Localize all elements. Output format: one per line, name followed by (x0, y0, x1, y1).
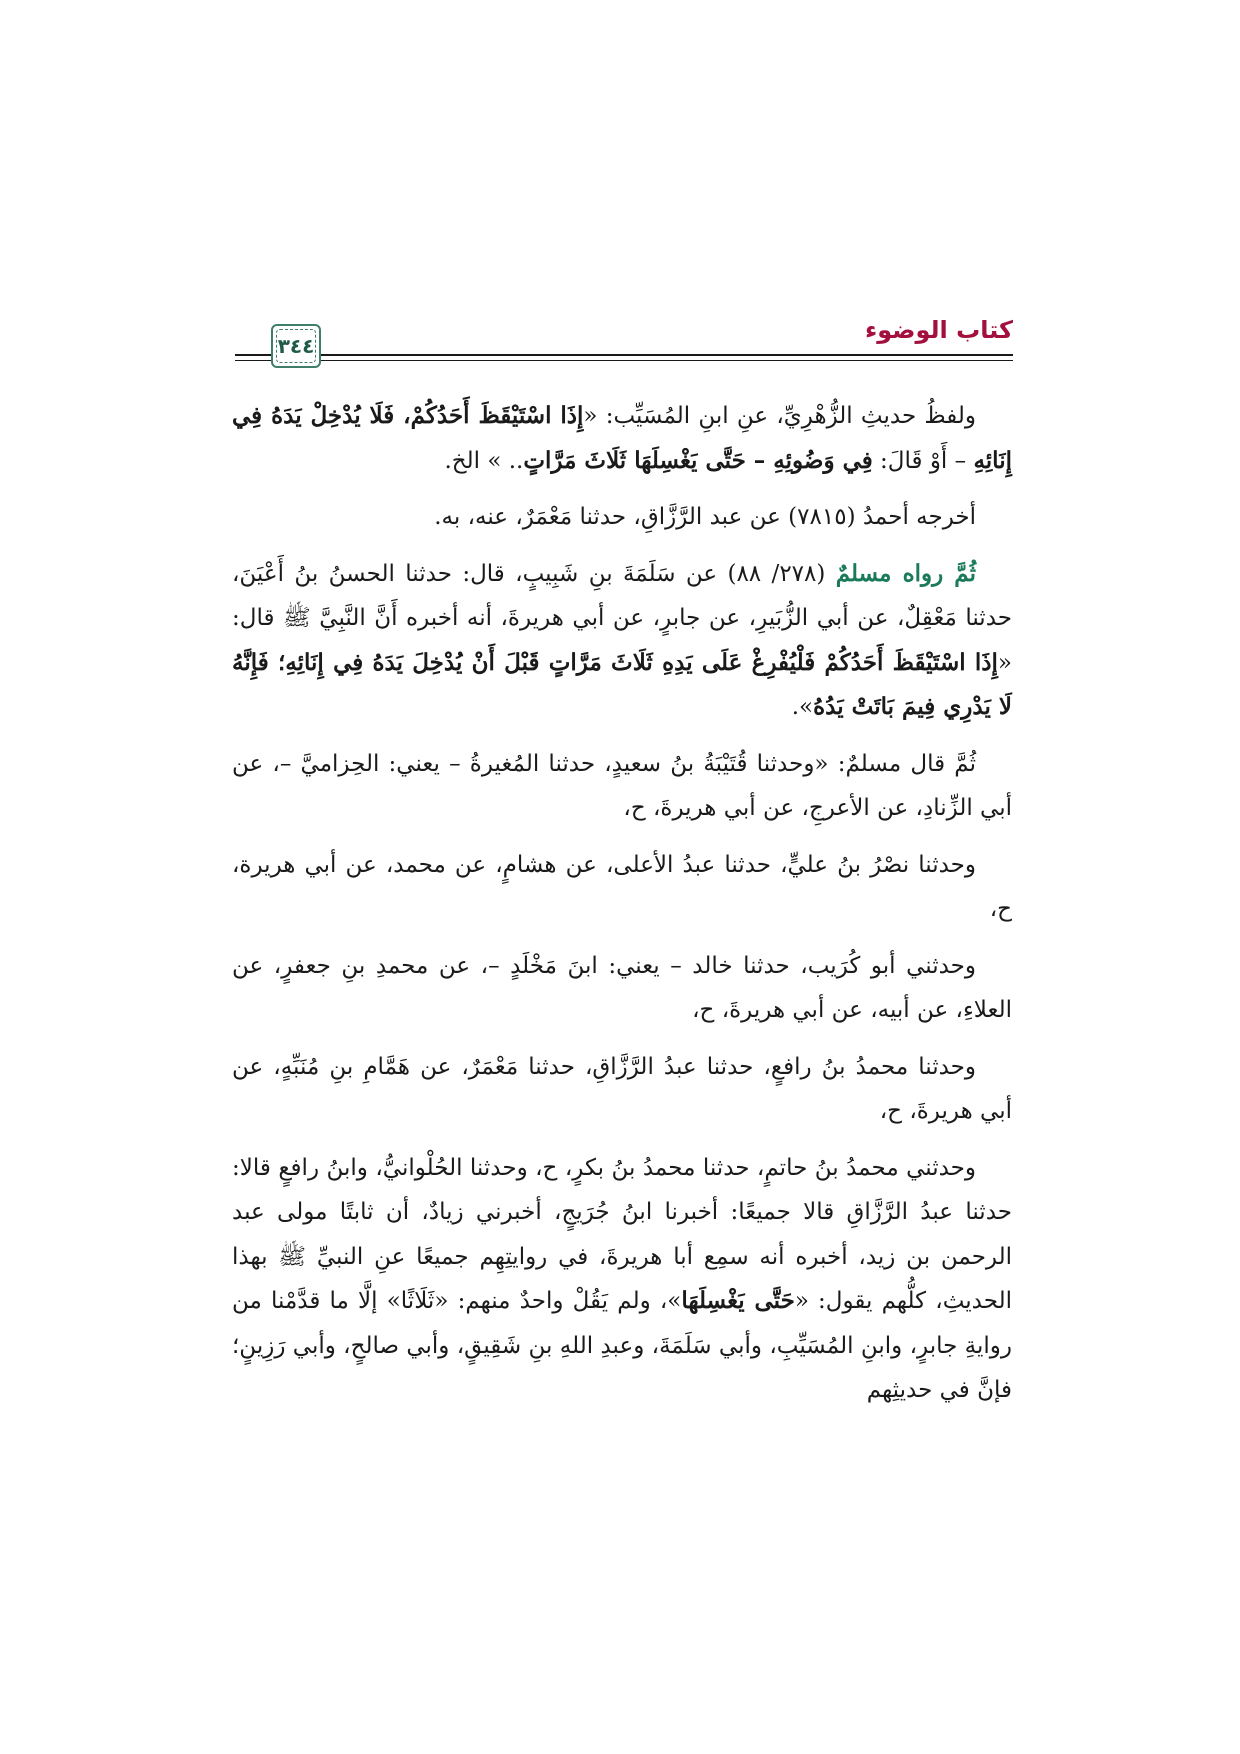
text-run: .. » الخ. (444, 447, 524, 474)
section-lead: ثُمَّ رواه مسلمٌ (835, 559, 977, 587)
text-run: (٢٧٨/ ٨٨) عن سَلَمَةَ بنِ شَبِيبٍ، قال: حدثنا الحسنُ بنُ أَعْيَنَ، حدثنا مَعْقِلٌ، عن أبي الزُّبَيرِ، عن جابرٍ، عن أبي هريرةَ، أنه أخبره أَنَّ النَّبِيَّ ﷺ قال: « (232, 560, 1012, 676)
text-run: ولفظُ حديثِ الزُّهْرِيِّ، عنِ ابنِ المُسَيِّب: « (583, 403, 976, 429)
paragraph-8 (232, 1146, 1012, 1413)
text-run: ». (791, 694, 814, 720)
main-text (232, 394, 1012, 1425)
text-run: »، ولم يَقُلْ واحدٌ منهم: «ثَلَاثًا» إلَّا ما قدَّمْنا من روايةِ جابرٍ، وابنِ المُسَيِّبِ، وأبي سَلَمَةَ، وعبدِ اللهِ بنِ شَقِيقٍ، وأبي صالحٍ، وأبي رَزِينٍ؛ فإنَّ في حديثِهم (232, 1288, 1012, 1403)
paragraph-4: ثُمَّ قال مسلمٌ: «وحدثنا قُتَيْبَةُ بنُ سعيدٍ، حدثنا المُغيرةُ – يعني: الحِزاميَّ –، عن أبي الزِّنادِ، عن الأعرجِ، عن أبي هريرةَ، ح، (232, 750, 1012, 821)
hadith-quote: حَتَّى يَغْسِلَهَا (681, 1287, 795, 1314)
hadith-quote: إِذَا اسْتَيْقَظَ أَحَدُكُمْ، فَلَا يُدْخِلْ يَدَهُ فِي إِنَائِهِ (232, 402, 1012, 474)
hadith-quote: إِذَا اسْتَيْقَظَ أَحَدُكُمْ فَلْيُفْرِغْ عَلَى يَدِهِ ثَلَاثَ مَرَّاتٍ قَبْلَ أَنْ يُدْخِلَ يَدَهُ فِي إِنَائِهِ؛ فَإِنَّهُ لَا يَدْرِي فِيمَ بَاتَتْ يَدُهُ (232, 648, 1012, 720)
page-number: ٣٤٤ (277, 334, 315, 358)
header-rule-top (235, 354, 1013, 356)
paragraph-2: أخرجه أحمدُ (٧٨١٥) عن عبد الرَّزَّاقِ، حدثنا مَعْمَرٌ، عنه، به. (434, 504, 976, 530)
chapter-title: كتاب الوضوء (864, 316, 1013, 344)
paragraph-6: وحدثني أبو كُرَيب، حدثنا خالد – يعني: ابنَ مَخْلَدٍ –، عن محمدِ بنِ جعفرٍ، عن العلاءِ، عن أبيه، عن أبي هريرةَ، ح، (232, 952, 1012, 1023)
header-rule-bottom (235, 360, 1013, 361)
paragraph-7: وحدثنا محمدُ بنُ رافعٍ، حدثنا عبدُ الرَّزَّاقِ، حدثنا مَعْمَرٌ، عن هَمَّامِ بنِ مُنَبِّهٍ، عن أبي هريرةَ، ح، (232, 1053, 1012, 1124)
text-run: وحدثني محمدُ بنُ حاتمٍ، حدثنا محمدُ بنُ بكرٍ، ح، وحدثنا الحُلْوانيُّ، وابنُ رافعٍ قالا: حدثنا عبدُ الرَّزَّاقِ قالا جميعًا: أخبرنا ابنُ جُرَيجٍ، أخبرني زيادٌ، أن ثابتًا مولى عبد الرحمن بن زيد، أخبره أنه سمِع أبا هريرةَ، في روايتِهِم جميعًا عنِ النبيِّ ﷺ بهذا الحديثِ، كلُّهم يقول: « (232, 1154, 1012, 1314)
page-header (235, 316, 1013, 364)
paragraph-1 (232, 394, 1012, 483)
paragraph-5: وحدثنا نصْرُ بنُ عليٍّ، حدثنا عبدُ الأعلى، عن هشامٍ، عن محمد، عن أبي هريرة، ح، (232, 851, 1012, 922)
hadith-quote: فِي وَضُوئِهِ – حَتَّى يَغْسِلَهَا ثَلَاثَ مَرَّاتٍ (523, 446, 873, 474)
text-run: – أَوْ قَالَ: (872, 447, 974, 474)
page-number-badge (271, 324, 321, 368)
paragraph-3 (232, 552, 1012, 730)
